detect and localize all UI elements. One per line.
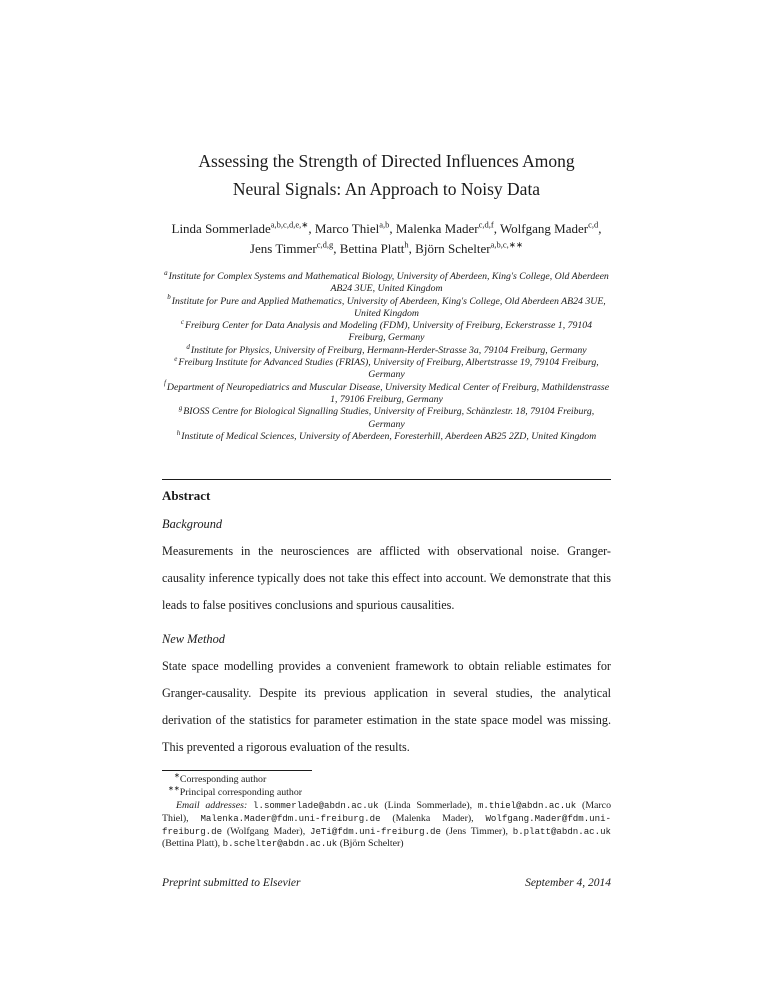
affiliation-list xyxy=(162,268,611,443)
affiliation: $^f$Department of Neuropediatrics and Muscular Disease, University Medical Center of Freiburg, Mathildenstrasse 1, 79106 Freiburg, Germany xyxy=(163,379,610,405)
affiliation: $^g$BIOSS Centre for Biological Signalling Studies, University of Freiburg, Schänzlestr. 18, 79104 Freiburg, Germany xyxy=(178,404,595,430)
email-label: Email addresses: xyxy=(176,800,248,812)
affiliation-mark: h xyxy=(176,428,181,437)
affiliation: $^c$Freiburg Center for Data Analysis and Modeling (FDM), University of Freiburg, Eckerstrasse 1, 79104 Freiburg, Germany xyxy=(180,317,593,344)
footnote-line: ∗∗Principal corresponding author xyxy=(168,784,303,798)
footnote-rule xyxy=(162,770,312,771)
author-name: Björn Schelter$^{a,b,c,∗∗}$ xyxy=(415,239,524,256)
footnote-line: ∗Corresponding author xyxy=(174,771,267,786)
abstract-section-text: Measurements in the neurosciences are afflicted with observational noise. Granger-causality inference typically does not take this effect into account. We demonstrate that this leads to false positives conclusions and spurious causalities. xyxy=(162,544,611,613)
author-affiliation-marks: a,b xyxy=(379,219,390,230)
paper-title xyxy=(162,147,611,203)
author-affiliation-marks: h xyxy=(404,239,409,250)
affiliation-mark: d xyxy=(186,342,190,351)
paper-title-line-1: Assessing the Strength of Directed Influences Among xyxy=(198,151,575,171)
abstract-heading: Abstract xyxy=(162,488,211,504)
author-affiliation-marks: a,b,c,d,e,∗ xyxy=(270,219,309,230)
email-owner: (Jens Timmer), xyxy=(440,825,513,837)
abstract-section-text: State space modelling provides a convenient framework to obtain reliable estimates for Granger-causality. Despite its previous application in several studies, the analytical derivation of the statistics for parameter estimation in the state space model was missing. This prevented a rigorous evaluation of the results. xyxy=(162,659,611,755)
abstract-section-label: Background xyxy=(162,517,223,532)
footnote-marker: ∗ xyxy=(174,771,180,780)
email-address: m.thiel@abdn.ac.uk xyxy=(477,800,577,812)
email-owner: (Björn Schelter) xyxy=(337,838,404,850)
author-name: Marco Thiel$^{a,b}$, xyxy=(314,219,396,236)
author-affiliation-marks: c,d xyxy=(588,219,599,230)
author-name: Wolfgang Mader$^{c,d}$, xyxy=(499,219,602,236)
author-affiliation-marks: c,d,g xyxy=(316,239,334,250)
email-entry xyxy=(253,800,478,811)
affiliation: $^h$Institute of Medical Sciences, University of Aberdeen, Foresterhill, Aberdeen AB25 2ZD, United Kingdom xyxy=(176,428,597,442)
email-address: b.schelter@abdn.ac.uk xyxy=(222,838,338,850)
abstract-section-label: New Method xyxy=(162,632,225,647)
affiliation-mark: f xyxy=(163,379,166,388)
footnote-marker: ∗∗ xyxy=(168,784,180,793)
abstract-section xyxy=(162,631,611,761)
affiliation: $^e$Freiburg Institute for Advanced Studies (FRIAS), University of Freiburg, Albertstrasse 19, 79104 Freiburg, Germany xyxy=(174,354,599,381)
email-entry xyxy=(223,838,404,849)
affiliation-mark: b xyxy=(167,293,171,302)
affiliation: $^b$Institute for Pure and Applied Mathematics, University of Aberdeen, King's College, Old Aberdeen AB24 3UE, United Kingdom xyxy=(167,293,606,319)
author-affiliation-marks: a,b,c,∗∗ xyxy=(490,239,524,250)
abstract-top-rule xyxy=(162,479,611,480)
email-address: Wolfgang.Mader@fdm.uni-freiburg.de xyxy=(162,812,611,837)
affiliation-mark: e xyxy=(174,354,178,363)
email-entry xyxy=(200,813,485,824)
email-owner: (Marco Thiel), xyxy=(162,800,612,824)
email-entry xyxy=(310,826,513,837)
affiliation-mark: g xyxy=(178,404,183,412)
email-owner: (Bettina Platt), xyxy=(162,838,223,850)
author-name: Bettina Platt$^h$, xyxy=(339,239,416,256)
abstract-section xyxy=(162,516,611,619)
email-address: JeTi@fdm.uni-freiburg.de xyxy=(310,825,441,837)
footer-preprint-note: Preprint submitted to Elsevier xyxy=(162,877,301,889)
affiliation-mark: c xyxy=(180,317,185,326)
affiliation-mark: a xyxy=(164,268,168,277)
paper-title-line-2: Neural Signals: An Approach to Noisy Data xyxy=(232,179,541,199)
content-column xyxy=(162,0,611,851)
author-affiliation-marks: c,d,f xyxy=(478,219,494,230)
email-address: l.sommerlade@abdn.ac.uk xyxy=(253,800,379,812)
email-addresses-paragraph xyxy=(162,800,611,850)
email-address: b.platt@abdn.ac.uk xyxy=(512,825,611,837)
author-list xyxy=(162,219,611,259)
footer-date: September 4, 2014 xyxy=(525,877,611,889)
footnote-marker-list xyxy=(162,771,611,799)
author-name: Linda Sommerlade$^{a,b,c,d,e,∗}$, xyxy=(171,219,315,236)
author-name: Jens Timmer$^{c,d,g}$, xyxy=(249,239,340,256)
email-owner: (Malenka Mader), xyxy=(380,812,486,824)
footnotes xyxy=(162,771,612,851)
affiliation: $^a$Institute for Complex Systems and Mathematical Biology, University of Aberdeen, King's College, Old Aberdeen AB24 3UE, United Kingdom xyxy=(164,268,609,295)
email-owner: (Wolfgang Mader), xyxy=(222,825,310,837)
email-address: Malenka.Mader@fdm.uni-freiburg.de xyxy=(200,812,381,824)
abstract-sections xyxy=(162,516,611,761)
email-owner: (Linda Sommerlade), xyxy=(378,800,478,812)
page-footer xyxy=(162,877,611,889)
affiliation: $^d$Institute for Physics, University of Freiburg, Hermann-Herder-Strasse 3a, 79104 Freiburg, Germany xyxy=(186,342,587,356)
author-name: Malenka Mader$^{c,d,f}$, xyxy=(395,219,500,236)
